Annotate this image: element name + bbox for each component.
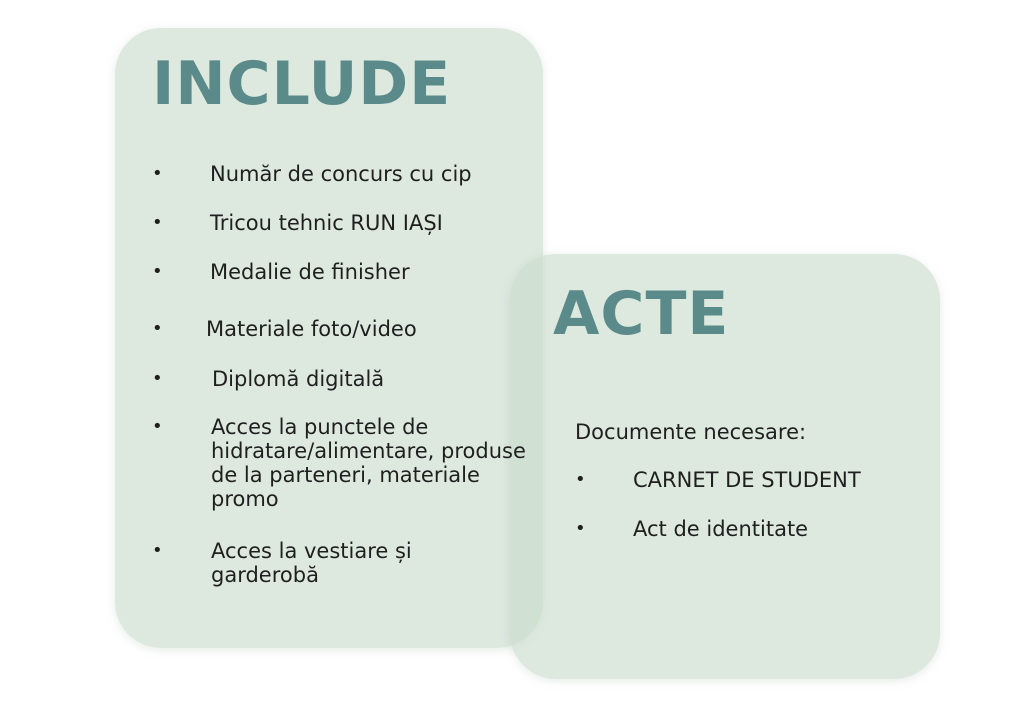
acte-title: ACTE <box>553 279 730 349</box>
include-item: Diplomă digitală <box>212 367 385 391</box>
include-title: INCLUDE <box>152 49 452 119</box>
bullet-icon: • <box>152 368 163 389</box>
bullet-icon: • <box>152 416 163 437</box>
bullet-icon: • <box>152 261 163 282</box>
bullet-icon: • <box>152 318 163 339</box>
include-item: Materiale foto/video <box>206 317 417 341</box>
bullet-icon: • <box>575 518 586 539</box>
documents-intro: Documente necesare: <box>575 420 807 444</box>
include-item: Tricou tehnic RUN IAȘI <box>210 211 443 235</box>
bullet-icon: • <box>152 540 163 561</box>
bullet-icon: • <box>575 469 586 490</box>
include-item: Acces la punctele de hidratare/alimentare, produse de la parteneri, materiale promo <box>211 415 526 511</box>
bullet-icon: • <box>152 163 163 184</box>
acte-item: Act de identitate <box>633 517 809 541</box>
bullet-icon: • <box>152 212 163 233</box>
acte-item: CARNET DE STUDENT <box>633 468 861 492</box>
include-item: Număr de concurs cu cip <box>210 162 472 186</box>
include-item: Acces la vestiare și garderobă <box>211 539 412 587</box>
include-item: Medalie de finisher <box>210 260 410 284</box>
